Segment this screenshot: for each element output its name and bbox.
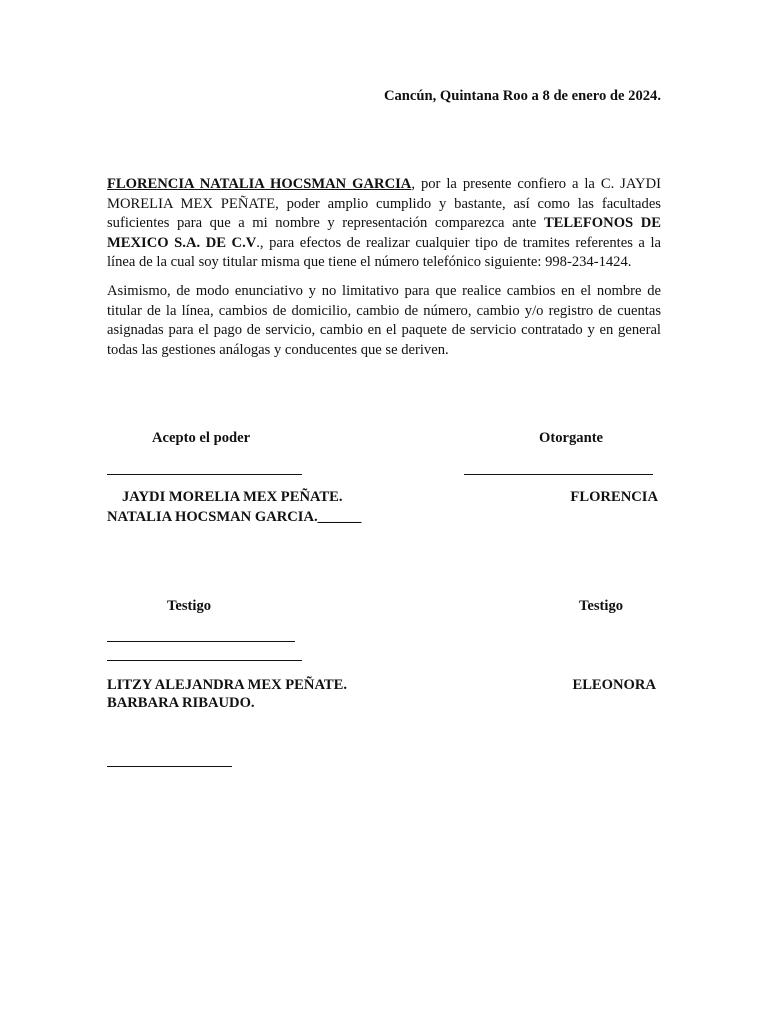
paragraph1-line3-text: suficientes para que a mi nombre y representación comparezca ante bbox=[107, 215, 537, 232]
paragraph1-line3 bbox=[107, 214, 661, 234]
paragraph1-line5: línea de la cual soy titular misma que tiene el número telefónico siguiente: 998-234-1424. bbox=[107, 254, 632, 271]
signature-line-witness1 bbox=[107, 641, 295, 642]
grantor-name: FLORENCIA NATALIA HOCSMAN GARCIA bbox=[107, 176, 412, 192]
grantor-label: Otorgante bbox=[539, 430, 604, 446]
witness2-name-first: ELEONORA bbox=[572, 677, 656, 693]
place-date: Cancún, Quintana Roo a 8 de enero de 2024. bbox=[383, 88, 661, 104]
paragraph1-line4-text: ., para efectos de realizar cualquier tipo de tramites referentes a la bbox=[256, 234, 662, 251]
witness1-name: LITZY ALEJANDRA MEX PEÑATE. bbox=[107, 677, 348, 693]
paragraph1-line1-text: , por la presente confiero a la C. JAYDI bbox=[411, 176, 661, 192]
accept-power-label: Acepto el poder bbox=[152, 430, 251, 446]
witness2-label: Testigo bbox=[579, 598, 624, 614]
paragraph-power-of-attorney bbox=[107, 175, 661, 273]
paragraph-scope bbox=[107, 282, 661, 360]
witness1-label: Testigo bbox=[167, 598, 212, 614]
signature-line-witness2 bbox=[107, 660, 302, 661]
company-name-part1: TELEFONOS DE bbox=[543, 215, 661, 232]
paragraph1-line2: MORELIA MEX PEÑATE, poder amplio cumplido y bastante, así como las facultades bbox=[107, 195, 661, 212]
accepting-party-name: JAYDI MORELIA MEX PEÑATE. bbox=[122, 489, 343, 505]
paragraph2-line4: todas las gestiones análogas y conducentes que se deriven. bbox=[107, 341, 449, 358]
paragraph1-line4 bbox=[107, 234, 661, 254]
grantor-signature-name-rest: NATALIA HOCSMAN GARCIA.______ bbox=[107, 509, 362, 525]
company-name-part2: MEXICO S.A. DE C.V bbox=[107, 234, 257, 251]
witness2-name-rest: BARBARA RIBAUDO. bbox=[107, 695, 255, 711]
signature-line-accept bbox=[107, 474, 302, 475]
signature-line-grantor bbox=[464, 474, 653, 475]
paragraph2-line3: asignadas para el pago de servicio, cambio en el paquete de servicio contratado y en general bbox=[107, 322, 661, 339]
paragraph2-line2: titular de la línea, cambios de domicilio, cambio de número, cambio y/o registro de cuentas bbox=[107, 302, 661, 319]
grantor-signature-name-first: FLORENCIA bbox=[570, 489, 658, 505]
paragraph2-line1: Asimismo, de modo enunciativo y no limitativo para que realice cambios en el nombre de bbox=[107, 283, 661, 299]
paragraph1-line1 bbox=[107, 175, 661, 195]
signature-line-extra bbox=[107, 766, 232, 767]
